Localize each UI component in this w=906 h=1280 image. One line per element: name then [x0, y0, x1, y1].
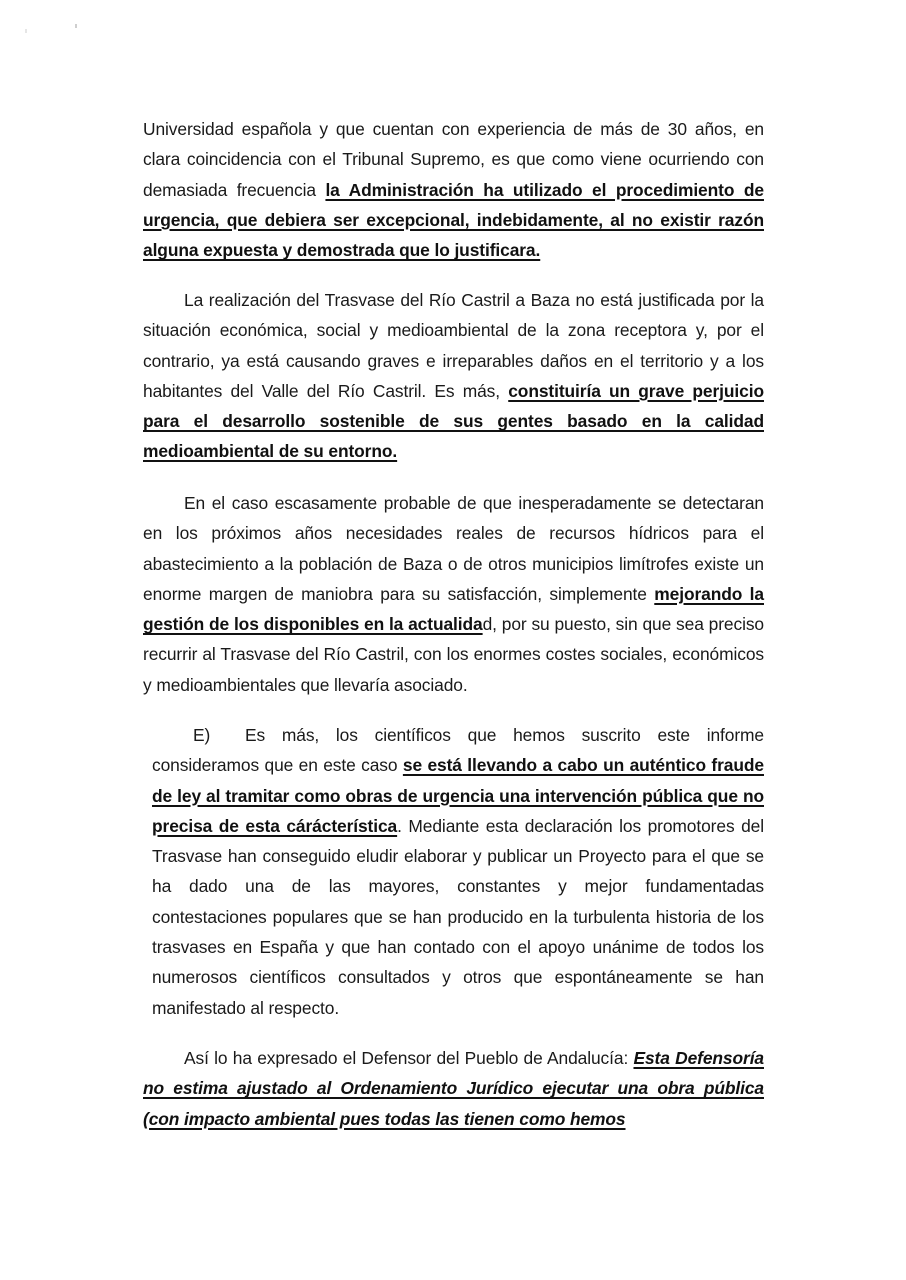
text-emphasis: la Administración ha utilizado el procedimiento de urgencia, que debiera ser excepcional, indebidamente, al no existir razón alguna expuesta y demostrada que lo justificara. [143, 179, 764, 261]
scan-speck [25, 29, 27, 33]
text-normal: En el caso escasamente probable de que inesperadamente se detectaran en los próximos años necesidades reales de recursos hídricos para el abastecimiento a la población de Baza o de otros municipios limítrofes existe un enorme margen de maniobra para su satisfacción, simplemente [143, 493, 764, 604]
text-emphasis: mejorando la gestión de los disponibles en la actualida [143, 583, 764, 635]
paragraph-recursos-hidricos [143, 488, 764, 700]
paragraph-defensor-del-pueblo [143, 1043, 764, 1134]
text-emphasis: constituiría un grave perjuicio para el desarrollo sostenible de sus gentes basado en la calidad medioambiental de su entorno. [143, 380, 764, 462]
text-quote-emphasis: Esta Defensoría no estima ajustado al Ordenamiento Jurídico ejecutar una obra pública (con impacto ambiental pues todas las tienen como hemos [143, 1048, 764, 1129]
text-normal: d, por su puesto, sin que sea preciso recurrir al Trasvase del Río Castril, con los enormes costes sociales, económicos y medioambientales que llevaría asociado. [143, 614, 764, 695]
paragraph-universidad [143, 114, 764, 265]
text-emphasis: se está llevando a cabo un auténtico fraude de ley al tramitar como obras de urgencia una intervención pública que no precisa de esta cárácterística [152, 755, 764, 836]
paragraph-trasvase-justificacion [143, 285, 764, 467]
text-normal: Universidad española y que cuentan con experiencia de más de 30 años, en clara coincidencia con el Tribunal Supremo, es que como viene ocurriendo con demasiada frecuencia [143, 119, 764, 200]
text-normal: Es más, los científicos que hemos suscrito este informe consideramos que en este caso [152, 725, 764, 776]
text-normal: La realización del Trasvase del Río Castril a Baza no está justificada por la situación económica, social y medioambiental de la zona receptora y, por el contrario, ya está causando graves e irreparables daños en el territorio y a los habitantes del Valle del Río Castril. Es más, [143, 290, 764, 401]
scan-speck [75, 24, 77, 28]
paragraph-e-fraude-de-ley [152, 720, 764, 1023]
section-label: E) [193, 725, 211, 745]
text-normal: . Mediante esta declaración los promotores del Trasvase han conseguido eludir elaborar y publicar un Proyecto para el que se ha dado una de las mayores, constantes y mejor fundamentadas contestaciones populares que se han producido en la turbulenta historia de los trasvases en España y que han contado con el apoyo unánime de todos los numerosos científicos consultados y otros que espontáneamente se han manifestado al respecto. [152, 815, 764, 1018]
text-normal: Así lo ha expresado el Defensor del Pueblo de Andalucía: [184, 1048, 634, 1068]
